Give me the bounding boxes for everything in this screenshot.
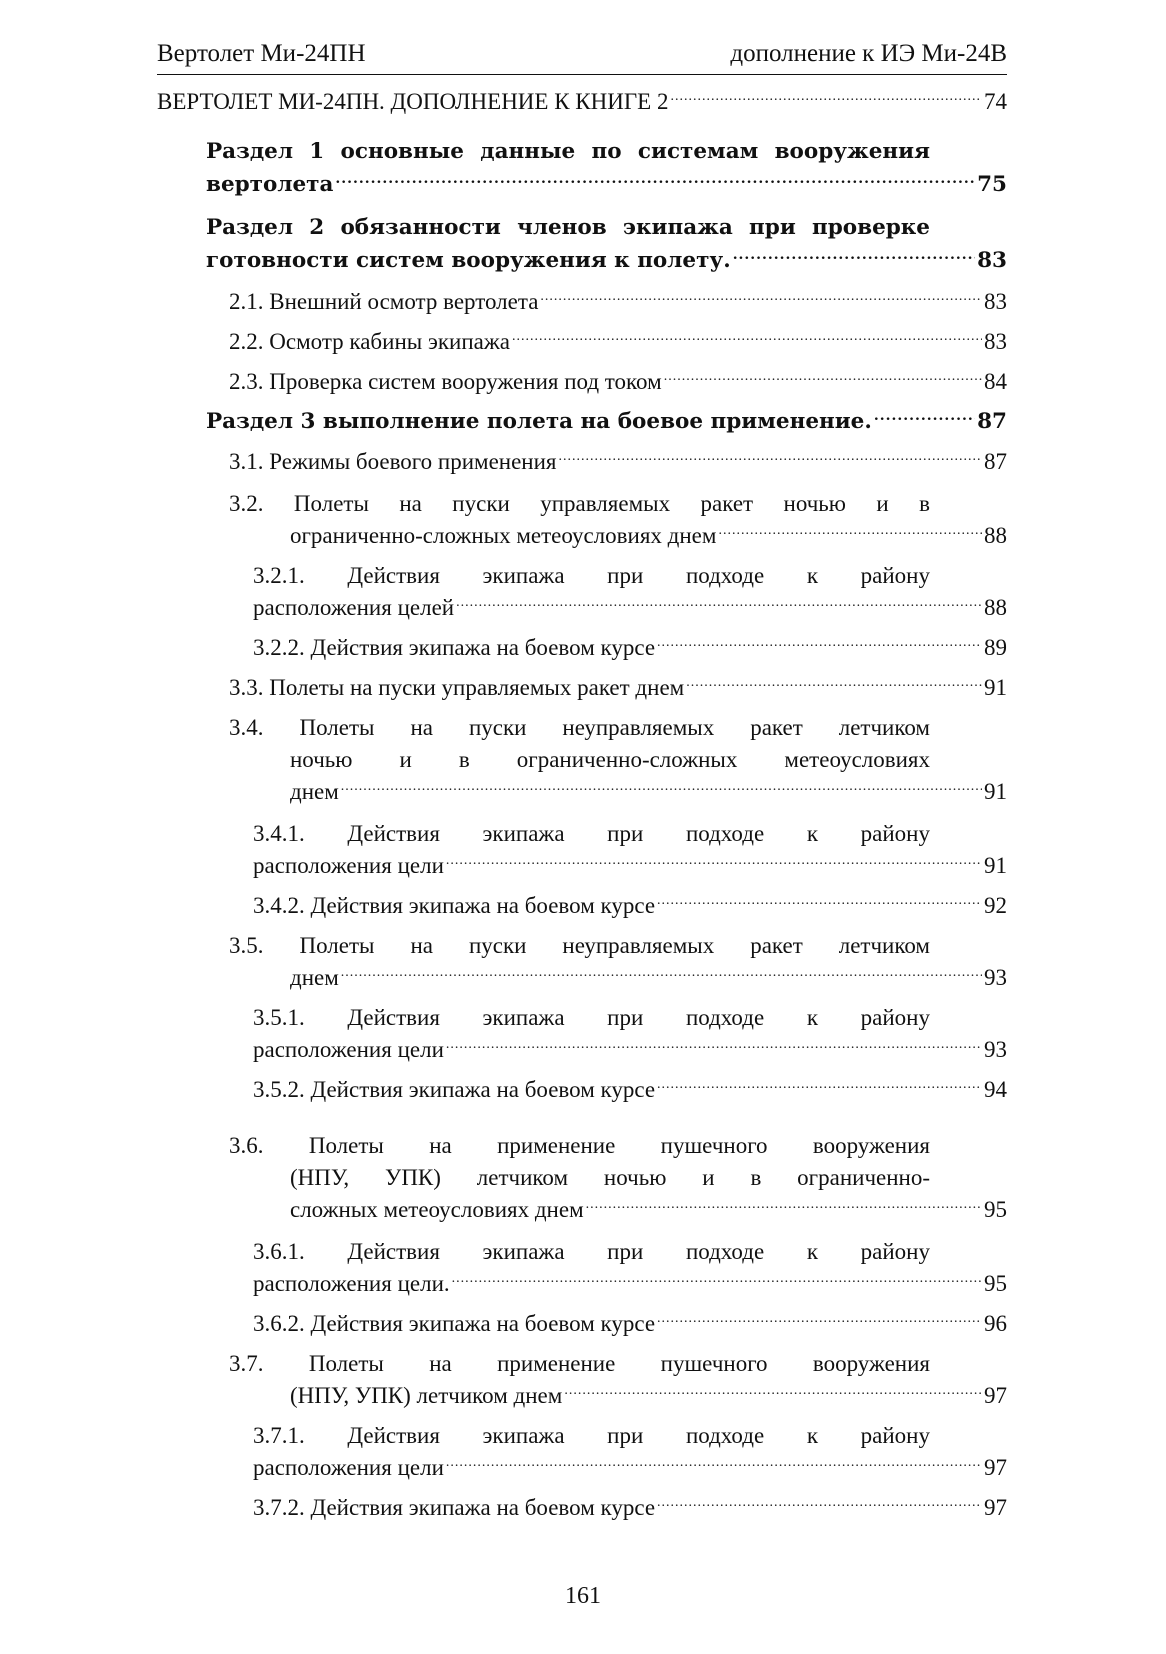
toc-entry-text: днем xyxy=(290,965,339,990)
toc-page-number: 97 xyxy=(984,1383,1007,1408)
toc-entry-text: 3.6.2. Действия экипажа на боевом курсе xyxy=(253,1311,656,1336)
page-number: 161 xyxy=(565,1583,601,1609)
toc-page-number: 95 xyxy=(984,1271,1007,1296)
toc-page-number: 91 xyxy=(984,675,1007,700)
toc-entry-text: сложных метеоусловиях днем xyxy=(290,1197,584,1222)
toc-entry-text: 3.7.2. Действия экипажа на боевом курсе xyxy=(253,1495,656,1520)
toc-entry-line: 3.2.1. Действия экипажа при подходе к району xyxy=(253,563,930,588)
toc-entry-line: 3.7. Полеты на применение пушечного вооружения xyxy=(229,1351,930,1376)
toc-page-number: 97 xyxy=(984,1495,1007,1520)
toc-entry-line: 3.6. Полеты на применение пушечного вооружения xyxy=(229,1133,930,1158)
dot-leader xyxy=(564,1380,982,1403)
toc-entry-line: 3.2. Полеты на пуски управляемых ракет ночью и в xyxy=(229,491,930,516)
toc-entry-text: ограниченно-сложных метеоусловиях днем xyxy=(290,523,717,548)
toc-entry-text: 3.2.2. Действия экипажа на боевом курсе xyxy=(253,635,656,660)
toc-page-number: 92 xyxy=(984,893,1007,918)
toc-page-number: 88 xyxy=(984,523,1007,548)
toc-entry-line: ночью и в ограниченно-сложных метеоусловиях xyxy=(290,747,930,772)
toc-entry-line: 3.4. Полеты на пуски неуправляемых ракет летчиком xyxy=(229,715,930,740)
dot-leader xyxy=(446,1034,982,1057)
dot-leader xyxy=(733,246,975,268)
toc-entry-text: 2.2. Осмотр кабины экипажа xyxy=(229,329,510,354)
toc-entry-text: днем xyxy=(290,779,339,804)
dot-leader xyxy=(874,407,975,429)
dot-leader xyxy=(586,1194,982,1217)
header-left-title: Вертолет Ми-24ПН xyxy=(157,40,366,67)
toc-page-number: 95 xyxy=(984,1197,1007,1222)
toc-page-number: 93 xyxy=(984,965,1007,990)
dot-leader xyxy=(446,1452,982,1475)
toc-entry-text: 3.4.2. Действия экипажа на боевом курсе xyxy=(253,893,656,918)
toc-entry-text: расположения цели xyxy=(253,1455,444,1480)
dot-leader xyxy=(657,1492,982,1515)
toc-page-number: 74 xyxy=(984,89,1007,114)
toc-page-number: 83 xyxy=(984,329,1007,354)
toc-entry-line: Раздел 2 обязанности членов экипажа при проверке xyxy=(206,215,930,240)
dot-leader xyxy=(657,1074,982,1097)
toc-entry-text: готовности систем вооружения к полету. xyxy=(206,248,731,273)
toc-entry-line: 3.5.1. Действия экипажа при подходе к району xyxy=(253,1005,930,1030)
toc-page-number: 88 xyxy=(984,595,1007,620)
toc-entry-text: (НПУ, УПК) летчиком днем xyxy=(290,1383,563,1408)
dot-leader xyxy=(657,890,982,913)
toc-entry-text: расположения цели xyxy=(253,1037,444,1062)
dot-leader xyxy=(664,366,982,389)
dot-leader xyxy=(718,520,982,543)
toc-entry-text: ВЕРТОЛЕТ МИ-24ПН. ДОПОЛНЕНИЕ К КНИГЕ 2 xyxy=(157,89,669,114)
dot-leader xyxy=(657,1308,982,1331)
toc-entry-text: 3.5.2. Действия экипажа на боевом курсе xyxy=(253,1077,656,1102)
toc-entry-line: 3.7.1. Действия экипажа при подходе к району xyxy=(253,1423,930,1448)
toc-page-number: 89 xyxy=(984,635,1007,660)
toc-page-number: 87 xyxy=(977,409,1007,434)
toc-page-number: 75 xyxy=(977,172,1007,197)
toc-page-number: 87 xyxy=(984,449,1007,474)
toc-page-number: 83 xyxy=(984,289,1007,314)
toc-entry-text: 3.3. Полеты на пуски управляемых ракет днем xyxy=(229,675,685,700)
toc-entry-line: 3.4.1. Действия экипажа при подходе к району xyxy=(253,821,930,846)
page-header xyxy=(157,38,1007,75)
toc-entry-line: 3.5. Полеты на пуски неуправляемых ракет летчиком xyxy=(229,933,930,958)
toc-page-number: 94 xyxy=(984,1077,1007,1102)
dot-leader xyxy=(559,446,982,469)
header-right-title: дополнение к ИЭ Ми-24В xyxy=(730,40,1007,67)
toc-page-number: 97 xyxy=(984,1455,1007,1480)
dot-leader xyxy=(335,170,975,192)
dot-leader xyxy=(657,632,982,655)
toc-entry-text: расположения целей xyxy=(253,595,455,620)
toc-page-number: 91 xyxy=(984,779,1007,804)
dot-leader xyxy=(456,592,982,615)
dot-leader xyxy=(670,86,982,109)
toc-entry-text: 3.1. Режимы боевого применения xyxy=(229,449,557,474)
toc-entry-text: 2.1. Внешний осмотр вертолета xyxy=(229,289,539,314)
dot-leader xyxy=(341,776,982,799)
dot-leader xyxy=(540,286,982,309)
toc-entry-text: расположения цели xyxy=(253,853,444,878)
toc-page-number: 91 xyxy=(984,853,1007,878)
toc-entry-line: (НПУ, УПК) летчиком ночью и в ограниченно- xyxy=(290,1165,930,1190)
dot-leader xyxy=(686,672,982,695)
toc-entry-line: Раздел 1 основные данные по системам вооружения xyxy=(206,139,930,164)
toc-entry-text: вертолета xyxy=(206,172,334,197)
toc-entry-text: расположения цели. xyxy=(253,1271,450,1296)
dot-leader xyxy=(452,1268,982,1291)
toc-page-number: 96 xyxy=(984,1311,1007,1336)
dot-leader xyxy=(341,962,982,985)
toc-page-number: 93 xyxy=(984,1037,1007,1062)
dot-leader xyxy=(446,850,982,873)
toc-page-number: 83 xyxy=(977,248,1007,273)
toc-entry-text: 2.3. Проверка систем вооружения под током xyxy=(229,369,662,394)
toc-entry-text: Раздел 3 выполнение полета на боевое применение. xyxy=(206,409,872,434)
toc-entry-line: 3.6.1. Действия экипажа при подходе к району xyxy=(253,1239,930,1264)
toc-page-number: 84 xyxy=(984,369,1007,394)
dot-leader xyxy=(512,326,982,349)
